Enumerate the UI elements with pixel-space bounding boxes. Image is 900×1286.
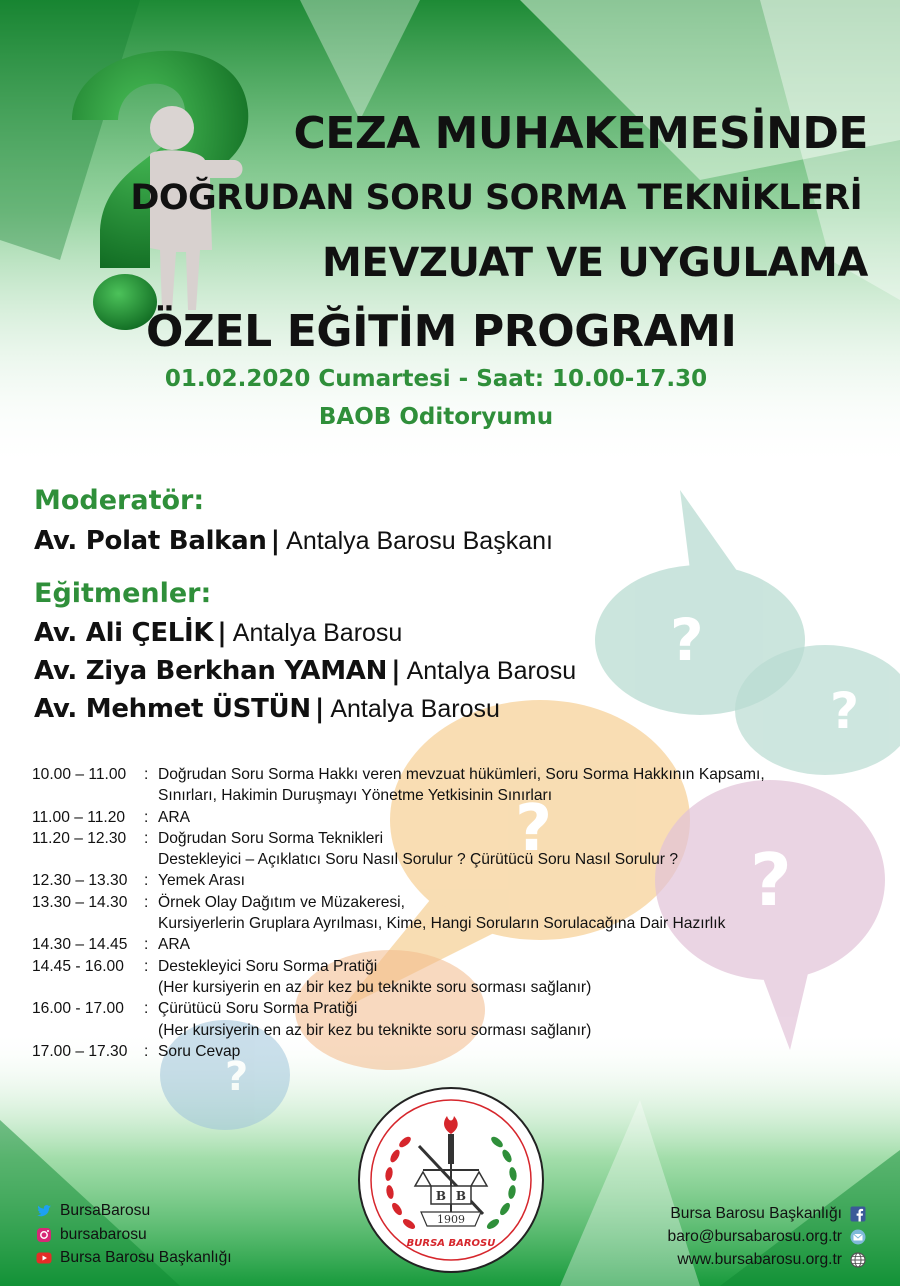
- schedule-time: 16.00 - 17.00: [32, 1000, 124, 1018]
- schedule-description: [158, 1041, 882, 1062]
- svg-text:?: ?: [750, 838, 792, 922]
- schedule-row: [32, 892, 882, 935]
- schedule-colon: :: [144, 957, 149, 975]
- schedule-description-line: Destekleyici Soru Sorma Pratiği: [158, 957, 378, 975]
- schedule-description-line: ARA: [158, 936, 191, 954]
- schedule-row: [32, 870, 882, 891]
- social-label: Bursa Barosu Başkanlığı: [60, 1249, 232, 1266]
- social-twitter[interactable]: [36, 1202, 150, 1220]
- schedule-description-line: Doğrudan Soru Sorma Teknikleri: [158, 829, 384, 847]
- seal-letter: B: [435, 1189, 447, 1203]
- bursa-barosu-seal-logo: [357, 1086, 545, 1274]
- contact-facebook[interactable]: [670, 1205, 866, 1223]
- schedule-description: [158, 764, 882, 807]
- schedule-row: [32, 956, 882, 999]
- schedule-time: 11.20 – 12.30: [32, 829, 127, 847]
- trainers-heading: Eğitmenler:: [34, 578, 212, 609]
- youtube-icon: [36, 1250, 52, 1266]
- contact-email[interactable]: [668, 1228, 866, 1246]
- schedule-table: [32, 764, 882, 1062]
- person-name: Av. Polat Balkan: [34, 526, 267, 556]
- schedule-description: [158, 892, 882, 935]
- schedule-description-line: (Her kursiyerin en az bir kez bu teknikte soru sorması sağlanır): [158, 1021, 592, 1039]
- social-youtube[interactable]: [36, 1249, 232, 1267]
- schedule-colon: :: [144, 1042, 149, 1060]
- schedule-description-line: Kursiyerlerin Gruplara Ayrılması, Kime, Hangi Soruların Sorulacağına Dair Hazırlık: [158, 915, 726, 933]
- svg-text:?: ?: [670, 606, 704, 674]
- title-line-4: ÖZEL EĞİTİM PROGRAMI: [146, 306, 737, 357]
- person-org: Antalya Barosu: [232, 619, 403, 647]
- social-label: BursaBarosu: [60, 1202, 151, 1219]
- schedule-colon: :: [144, 936, 149, 954]
- title-line-1: CEZA MUHAKEMESİNDE: [293, 108, 868, 159]
- person-name: Av. Mehmet ÜSTÜN: [34, 694, 311, 724]
- schedule-time: 14.30 – 14.45: [32, 936, 128, 954]
- separator: |: [314, 694, 325, 724]
- seal-letter: B: [455, 1189, 467, 1203]
- twitter-icon: [36, 1203, 52, 1219]
- person-org: Antalya Barosu: [330, 695, 500, 723]
- contact-label: Bursa Barosu Başkanlığı: [670, 1205, 842, 1222]
- schedule-description-line: Sınırları, Hakimin Duruşmayı Yönetme Yetkisinin Sınırları: [158, 787, 553, 805]
- schedule-description: [158, 828, 882, 871]
- trainer-entry: [34, 656, 576, 686]
- schedule-row: [32, 998, 882, 1041]
- web-icon: [850, 1252, 866, 1268]
- schedule-colon: :: [144, 808, 149, 826]
- schedule-description: [158, 998, 882, 1041]
- schedule-description: [158, 956, 882, 999]
- seal-name: BURSA BAROSU: [406, 1238, 496, 1249]
- schedule-row: [32, 828, 882, 871]
- event-venue: BAOB Oditoryumu: [318, 404, 554, 430]
- contact-label: www.bursabarosu.org.tr: [677, 1251, 842, 1268]
- schedule-colon: :: [144, 829, 149, 847]
- schedule-description: [158, 934, 882, 955]
- schedule-description: [158, 807, 882, 828]
- title-line-3: MEVZUAT VE UYGULAMA: [322, 240, 868, 286]
- separator: |: [270, 526, 281, 556]
- social-instagram[interactable]: [36, 1226, 147, 1244]
- schedule-description-line: Doğrudan Soru Sorma Hakkı veren mevzuat hükümleri, Soru Sorma Hakkının Kapsamı,: [158, 766, 765, 783]
- email-icon: [850, 1229, 866, 1245]
- contact-website[interactable]: [677, 1251, 866, 1269]
- svg-text:?: ?: [225, 1054, 249, 1100]
- schedule-row: [32, 764, 882, 807]
- schedule-time: 10.00 – 11.00: [32, 766, 127, 783]
- schedule-description-line: Çürütücü Soru Sorma Pratiği: [158, 1000, 358, 1018]
- schedule-row: [32, 934, 882, 955]
- schedule-colon: :: [144, 893, 149, 911]
- schedule-colon: :: [144, 1000, 149, 1018]
- schedule-time: 11.00 – 11.20: [32, 808, 126, 826]
- title-line-2: DOĞRUDAN SORU SORMA TEKNİKLERİ: [130, 178, 862, 218]
- schedule-description-line: Destekleyici – Açıklatıcı Soru Nasıl Sorulur ? Çürütücü Soru Nasıl Sorulur ?: [158, 851, 679, 869]
- trainer-entry: [34, 694, 500, 724]
- separator: |: [217, 618, 227, 648]
- schedule-colon: :: [144, 872, 149, 890]
- schedule-time: 14.45 - 16.00: [32, 957, 124, 975]
- separator: |: [391, 656, 401, 686]
- schedule-description-line: ARA: [158, 808, 191, 826]
- instagram-icon: [36, 1227, 52, 1243]
- svg-text:?: ?: [830, 682, 860, 740]
- person-org: Antalya Barosu: [406, 657, 577, 685]
- schedule-description: [158, 870, 882, 891]
- event-date: 01.02.2020 Cumartesi - Saat: 10.00-17.30: [164, 366, 708, 392]
- schedule-description-line: Örnek Olay Dağıtım ve Müzakeresi,: [158, 893, 405, 911]
- contact-label: baro@bursabarosu.org.tr: [667, 1228, 842, 1245]
- person-name: Av. Ali ÇELİK: [34, 618, 214, 648]
- person-name: Av. Ziya Berkhan YAMAN: [34, 656, 388, 686]
- schedule-description-line: Yemek Arası: [158, 872, 245, 890]
- schedule-row: [32, 1041, 882, 1062]
- trainer-entry: [34, 618, 402, 648]
- seal-year: 1909: [437, 1213, 465, 1226]
- schedule-colon: :: [144, 766, 149, 783]
- moderator-entry: [34, 526, 553, 556]
- schedule-description-line: (Her kursiyerin en az bir kez bu teknikte soru sorması sağlanır): [158, 978, 592, 996]
- schedule-time: 13.30 – 14.30: [32, 893, 128, 911]
- schedule-time: 12.30 – 13.30: [32, 872, 128, 890]
- schedule-description-line: Soru Cevap: [158, 1042, 241, 1060]
- person-org: Antalya Barosu Başkanı: [286, 527, 553, 555]
- schedule-time: 17.00 – 17.30: [32, 1042, 128, 1060]
- social-label: bursabarosu: [60, 1226, 147, 1243]
- svg-text:?: ?: [515, 792, 553, 866]
- moderator-heading: Moderatör:: [34, 485, 205, 516]
- facebook-icon: [850, 1206, 866, 1222]
- schedule-row: [32, 807, 882, 828]
